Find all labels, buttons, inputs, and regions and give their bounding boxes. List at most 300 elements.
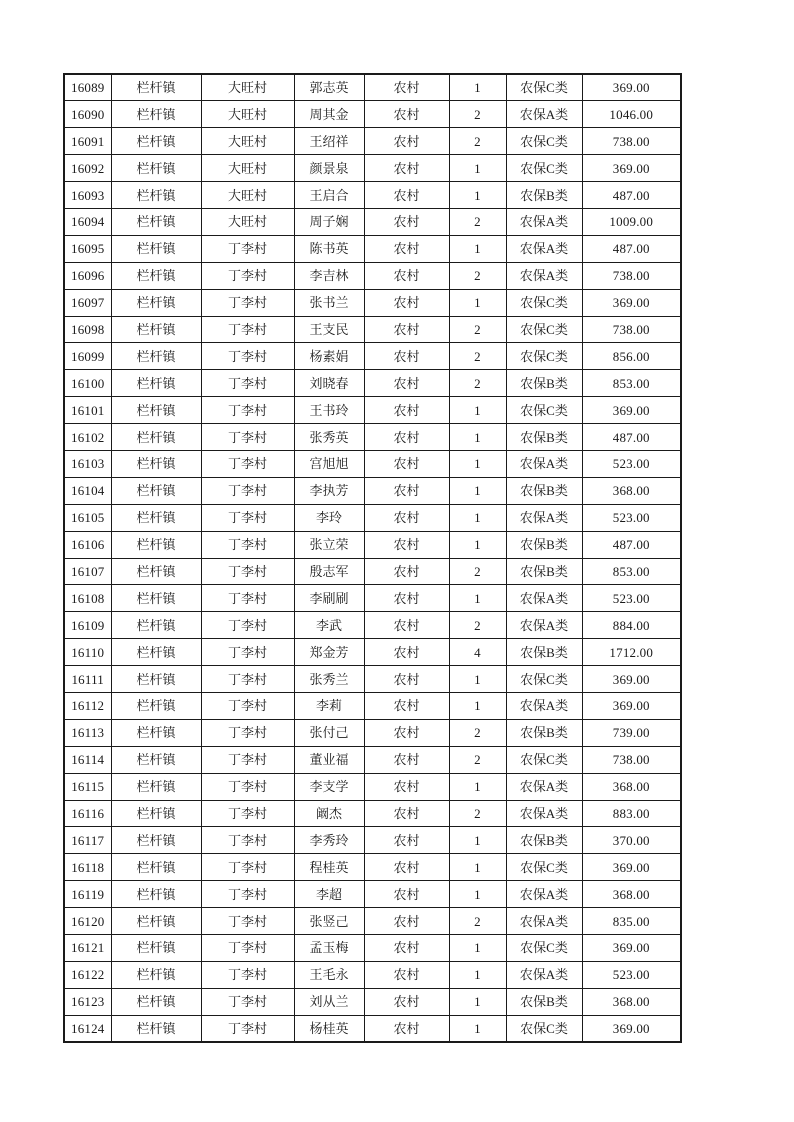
cell-village: 丁李村 [201,289,294,316]
cell-person-count: 4 [449,639,506,666]
cell-town: 栏杆镇 [111,1015,201,1042]
cell-record-id: 16113 [64,719,111,746]
cell-village: 丁李村 [201,262,294,289]
cell-insurance-category: 农保B类 [506,531,582,558]
cell-person-count: 1 [449,477,506,504]
cell-town: 栏杆镇 [111,74,201,101]
cell-residence-type: 农村 [364,773,449,800]
cell-residence-type: 农村 [364,827,449,854]
cell-village: 丁李村 [201,666,294,693]
cell-town: 栏杆镇 [111,719,201,746]
cell-amount: 883.00 [582,800,681,827]
cell-village: 丁李村 [201,397,294,424]
table-row [64,74,681,101]
cell-village: 丁李村 [201,773,294,800]
cell-village: 丁李村 [201,531,294,558]
cell-insurance-category: 农保A类 [506,235,582,262]
cell-person-count: 2 [449,316,506,343]
cell-town: 栏杆镇 [111,908,201,935]
cell-record-id: 16106 [64,531,111,558]
cell-person-count: 1 [449,235,506,262]
table-row [64,182,681,209]
cell-record-id: 16103 [64,450,111,477]
cell-town: 栏杆镇 [111,208,201,235]
cell-person-name: 王书玲 [294,397,364,424]
cell-village: 丁李村 [201,316,294,343]
cell-town: 栏杆镇 [111,182,201,209]
cell-village: 丁李村 [201,988,294,1015]
cell-village: 丁李村 [201,1015,294,1042]
cell-village: 大旺村 [201,74,294,101]
cell-insurance-category: 农保B类 [506,639,582,666]
cell-amount: 1712.00 [582,639,681,666]
cell-amount: 487.00 [582,235,681,262]
cell-village: 丁李村 [201,504,294,531]
table-row [64,773,681,800]
cell-insurance-category: 农保A类 [506,450,582,477]
cell-village: 大旺村 [201,208,294,235]
cell-insurance-category: 农保A类 [506,101,582,128]
cell-village: 丁李村 [201,477,294,504]
cell-record-id: 16094 [64,208,111,235]
cell-village: 丁李村 [201,612,294,639]
cell-record-id: 16091 [64,128,111,155]
cell-person-count: 1 [449,504,506,531]
cell-record-id: 16118 [64,854,111,881]
cell-amount: 884.00 [582,612,681,639]
cell-residence-type: 农村 [364,988,449,1015]
cell-insurance-category: 农保C类 [506,316,582,343]
cell-insurance-category: 农保B类 [506,424,582,451]
cell-town: 栏杆镇 [111,262,201,289]
cell-record-id: 16092 [64,155,111,182]
table-row [64,639,681,666]
cell-person-name: 张书兰 [294,289,364,316]
table-row [64,316,681,343]
table-row [64,719,681,746]
cell-person-name: 刘晓春 [294,370,364,397]
cell-insurance-category: 农保C类 [506,74,582,101]
cell-insurance-category: 农保B类 [506,558,582,585]
table-row [64,343,681,370]
cell-town: 栏杆镇 [111,961,201,988]
cell-amount: 523.00 [582,504,681,531]
cell-person-name: 李吉林 [294,262,364,289]
cell-record-id: 16097 [64,289,111,316]
cell-record-id: 16099 [64,343,111,370]
cell-amount: 369.00 [582,692,681,719]
cell-amount: 487.00 [582,182,681,209]
cell-village: 大旺村 [201,182,294,209]
table-row [64,800,681,827]
cell-amount: 523.00 [582,585,681,612]
cell-person-count: 2 [449,370,506,397]
cell-amount: 487.00 [582,424,681,451]
cell-residence-type: 农村 [364,800,449,827]
cell-town: 栏杆镇 [111,155,201,182]
cell-person-count: 2 [449,908,506,935]
table-row [64,666,681,693]
cell-amount: 738.00 [582,262,681,289]
cell-person-count: 2 [449,128,506,155]
cell-person-name: 陈书英 [294,235,364,262]
cell-record-id: 16104 [64,477,111,504]
cell-amount: 739.00 [582,719,681,746]
cell-person-count: 2 [449,262,506,289]
cell-village: 丁李村 [201,854,294,881]
table-row [64,935,681,962]
cell-person-count: 1 [449,666,506,693]
cell-person-name: 李支学 [294,773,364,800]
cell-insurance-category: 农保C类 [506,746,582,773]
cell-person-count: 1 [449,74,506,101]
cell-residence-type: 农村 [364,692,449,719]
cell-village: 丁李村 [201,343,294,370]
cell-person-count: 2 [449,101,506,128]
cell-village: 丁李村 [201,881,294,908]
cell-person-count: 2 [449,612,506,639]
table-row [64,1015,681,1042]
cell-residence-type: 农村 [364,666,449,693]
cell-amount: 369.00 [582,155,681,182]
table-row [64,692,681,719]
cell-village: 丁李村 [201,719,294,746]
cell-town: 栏杆镇 [111,612,201,639]
cell-residence-type: 农村 [364,289,449,316]
cell-town: 栏杆镇 [111,128,201,155]
cell-insurance-category: 农保A类 [506,208,582,235]
cell-amount: 368.00 [582,988,681,1015]
cell-record-id: 16102 [64,424,111,451]
cell-village: 丁李村 [201,935,294,962]
cell-residence-type: 农村 [364,558,449,585]
cell-record-id: 16093 [64,182,111,209]
cell-town: 栏杆镇 [111,988,201,1015]
cell-person-name: 董业福 [294,746,364,773]
cell-residence-type: 农村 [364,155,449,182]
cell-insurance-category: 农保C类 [506,289,582,316]
cell-village: 丁李村 [201,424,294,451]
cell-record-id: 16090 [64,101,111,128]
cell-residence-type: 农村 [364,881,449,908]
cell-insurance-category: 农保A类 [506,908,582,935]
cell-residence-type: 农村 [364,208,449,235]
table-row [64,397,681,424]
cell-amount: 1009.00 [582,208,681,235]
cell-person-name: 周子娴 [294,208,364,235]
cell-person-name: 杨素娟 [294,343,364,370]
cell-residence-type: 农村 [364,316,449,343]
cell-residence-type: 农村 [364,450,449,477]
cell-person-count: 1 [449,450,506,477]
table-row [64,424,681,451]
cell-person-name: 李执芳 [294,477,364,504]
table-row [64,585,681,612]
cell-town: 栏杆镇 [111,854,201,881]
table-row [64,235,681,262]
cell-residence-type: 农村 [364,101,449,128]
cell-residence-type: 农村 [364,908,449,935]
cell-person-count: 2 [449,800,506,827]
cell-person-name: 宫旭旭 [294,450,364,477]
cell-amount: 738.00 [582,746,681,773]
cell-amount: 369.00 [582,935,681,962]
cell-residence-type: 农村 [364,961,449,988]
cell-insurance-category: 农保A类 [506,773,582,800]
cell-amount: 368.00 [582,881,681,908]
cell-person-count: 1 [449,961,506,988]
cell-person-count: 1 [449,692,506,719]
cell-record-id: 16101 [64,397,111,424]
cell-town: 栏杆镇 [111,424,201,451]
cell-residence-type: 农村 [364,182,449,209]
cell-person-name: 张秀英 [294,424,364,451]
cell-town: 栏杆镇 [111,746,201,773]
cell-amount: 738.00 [582,316,681,343]
cell-person-name: 周其金 [294,101,364,128]
table-row [64,101,681,128]
cell-insurance-category: 农保C类 [506,343,582,370]
cell-person-name: 李武 [294,612,364,639]
cell-town: 栏杆镇 [111,666,201,693]
cell-residence-type: 农村 [364,719,449,746]
cell-residence-type: 农村 [364,639,449,666]
cell-village: 丁李村 [201,800,294,827]
table-row [64,827,681,854]
cell-amount: 369.00 [582,289,681,316]
cell-insurance-category: 农保A类 [506,262,582,289]
cell-person-name: 郑金芳 [294,639,364,666]
cell-record-id: 16116 [64,800,111,827]
cell-town: 栏杆镇 [111,370,201,397]
cell-record-id: 16098 [64,316,111,343]
cell-insurance-category: 农保B类 [506,182,582,209]
cell-insurance-category: 农保A类 [506,881,582,908]
cell-insurance-category: 农保B类 [506,988,582,1015]
cell-town: 栏杆镇 [111,235,201,262]
cell-village: 丁李村 [201,585,294,612]
cell-person-name: 颜景泉 [294,155,364,182]
cell-record-id: 16117 [64,827,111,854]
cell-person-count: 1 [449,935,506,962]
cell-town: 栏杆镇 [111,477,201,504]
cell-amount: 369.00 [582,854,681,881]
cell-village: 丁李村 [201,370,294,397]
cell-record-id: 16108 [64,585,111,612]
cell-insurance-category: 农保C类 [506,666,582,693]
cell-amount: 369.00 [582,1015,681,1042]
cell-amount: 738.00 [582,128,681,155]
table-row [64,208,681,235]
cell-person-name: 张秀兰 [294,666,364,693]
cell-amount: 853.00 [582,370,681,397]
cell-village: 丁李村 [201,235,294,262]
cell-person-name: 王启合 [294,182,364,209]
cell-person-name: 李刷刷 [294,585,364,612]
cell-residence-type: 农村 [364,612,449,639]
table-row [64,531,681,558]
cell-town: 栏杆镇 [111,692,201,719]
cell-person-name: 李玲 [294,504,364,531]
table-row [64,504,681,531]
cell-record-id: 16114 [64,746,111,773]
cell-insurance-category: 农保A类 [506,612,582,639]
cell-town: 栏杆镇 [111,639,201,666]
cell-person-name: 郭志英 [294,74,364,101]
cell-person-name: 张竖己 [294,908,364,935]
cell-person-name: 杨桂英 [294,1015,364,1042]
table-row [64,612,681,639]
cell-residence-type: 农村 [364,343,449,370]
cell-person-count: 2 [449,208,506,235]
cell-person-name: 王毛永 [294,961,364,988]
cell-record-id: 16111 [64,666,111,693]
cell-town: 栏杆镇 [111,773,201,800]
cell-insurance-category: 农保B类 [506,370,582,397]
cell-record-id: 16123 [64,988,111,1015]
cell-record-id: 16096 [64,262,111,289]
cell-person-name: 张立荣 [294,531,364,558]
table-row [64,155,681,182]
pension-table-body [64,74,681,1042]
cell-person-name: 孟玉梅 [294,935,364,962]
cell-town: 栏杆镇 [111,316,201,343]
cell-residence-type: 农村 [364,935,449,962]
cell-amount: 487.00 [582,531,681,558]
cell-town: 栏杆镇 [111,343,201,370]
table-row [64,262,681,289]
cell-town: 栏杆镇 [111,101,201,128]
cell-record-id: 16122 [64,961,111,988]
cell-insurance-category: 农保C类 [506,397,582,424]
cell-residence-type: 农村 [364,531,449,558]
cell-insurance-category: 农保C类 [506,155,582,182]
cell-person-count: 1 [449,773,506,800]
cell-person-name: 王支民 [294,316,364,343]
cell-person-count: 1 [449,854,506,881]
cell-village: 丁李村 [201,961,294,988]
cell-insurance-category: 农保C类 [506,935,582,962]
cell-insurance-category: 农保A类 [506,961,582,988]
table-row [64,477,681,504]
cell-residence-type: 农村 [364,854,449,881]
cell-insurance-category: 农保A类 [506,585,582,612]
cell-residence-type: 农村 [364,235,449,262]
cell-record-id: 16124 [64,1015,111,1042]
cell-person-name: 阚杰 [294,800,364,827]
cell-record-id: 16121 [64,935,111,962]
cell-village: 丁李村 [201,827,294,854]
cell-town: 栏杆镇 [111,397,201,424]
cell-insurance-category: 农保A类 [506,800,582,827]
cell-record-id: 16120 [64,908,111,935]
cell-record-id: 16089 [64,74,111,101]
cell-town: 栏杆镇 [111,504,201,531]
table-row [64,289,681,316]
cell-village: 大旺村 [201,128,294,155]
table-row [64,881,681,908]
cell-person-count: 1 [449,1015,506,1042]
cell-amount: 369.00 [582,666,681,693]
cell-insurance-category: 农保A类 [506,504,582,531]
cell-village: 丁李村 [201,908,294,935]
cell-person-count: 2 [449,343,506,370]
table-row [64,961,681,988]
cell-record-id: 16115 [64,773,111,800]
cell-amount: 368.00 [582,773,681,800]
cell-person-count: 1 [449,155,506,182]
table-row [64,558,681,585]
cell-person-name: 李莉 [294,692,364,719]
cell-residence-type: 农村 [364,1015,449,1042]
cell-record-id: 16100 [64,370,111,397]
table-row [64,746,681,773]
cell-amount: 856.00 [582,343,681,370]
cell-person-name: 李秀玲 [294,827,364,854]
cell-village: 大旺村 [201,155,294,182]
cell-village: 大旺村 [201,101,294,128]
cell-person-count: 1 [449,182,506,209]
cell-town: 栏杆镇 [111,935,201,962]
cell-record-id: 16119 [64,881,111,908]
cell-insurance-category: 农保C类 [506,128,582,155]
cell-residence-type: 农村 [364,397,449,424]
cell-amount: 523.00 [582,961,681,988]
cell-town: 栏杆镇 [111,289,201,316]
cell-insurance-category: 农保C类 [506,854,582,881]
cell-person-name: 刘从兰 [294,988,364,1015]
cell-residence-type: 农村 [364,370,449,397]
cell-person-name: 张付己 [294,719,364,746]
table-row [64,450,681,477]
cell-record-id: 16105 [64,504,111,531]
cell-person-count: 2 [449,719,506,746]
cell-person-name: 王绍祥 [294,128,364,155]
cell-person-count: 2 [449,558,506,585]
cell-town: 栏杆镇 [111,800,201,827]
cell-person-count: 1 [449,289,506,316]
cell-person-name: 李超 [294,881,364,908]
cell-town: 栏杆镇 [111,881,201,908]
cell-person-count: 1 [449,827,506,854]
cell-town: 栏杆镇 [111,558,201,585]
cell-town: 栏杆镇 [111,585,201,612]
cell-residence-type: 农村 [364,424,449,451]
cell-insurance-category: 农保A类 [506,692,582,719]
cell-village: 丁李村 [201,692,294,719]
cell-village: 丁李村 [201,639,294,666]
cell-amount: 835.00 [582,908,681,935]
table-row [64,908,681,935]
cell-amount: 523.00 [582,450,681,477]
cell-village: 丁李村 [201,746,294,773]
table-row [64,128,681,155]
cell-person-count: 2 [449,746,506,773]
cell-person-name: 程桂英 [294,854,364,881]
cell-person-count: 1 [449,988,506,1015]
pension-table [63,73,682,1043]
cell-person-count: 1 [449,585,506,612]
cell-insurance-category: 农保B类 [506,827,582,854]
cell-insurance-category: 农保B类 [506,719,582,746]
table-row [64,370,681,397]
cell-residence-type: 农村 [364,746,449,773]
cell-record-id: 16095 [64,235,111,262]
cell-residence-type: 农村 [364,504,449,531]
cell-person-count: 1 [449,397,506,424]
cell-insurance-category: 农保C类 [506,1015,582,1042]
cell-amount: 1046.00 [582,101,681,128]
